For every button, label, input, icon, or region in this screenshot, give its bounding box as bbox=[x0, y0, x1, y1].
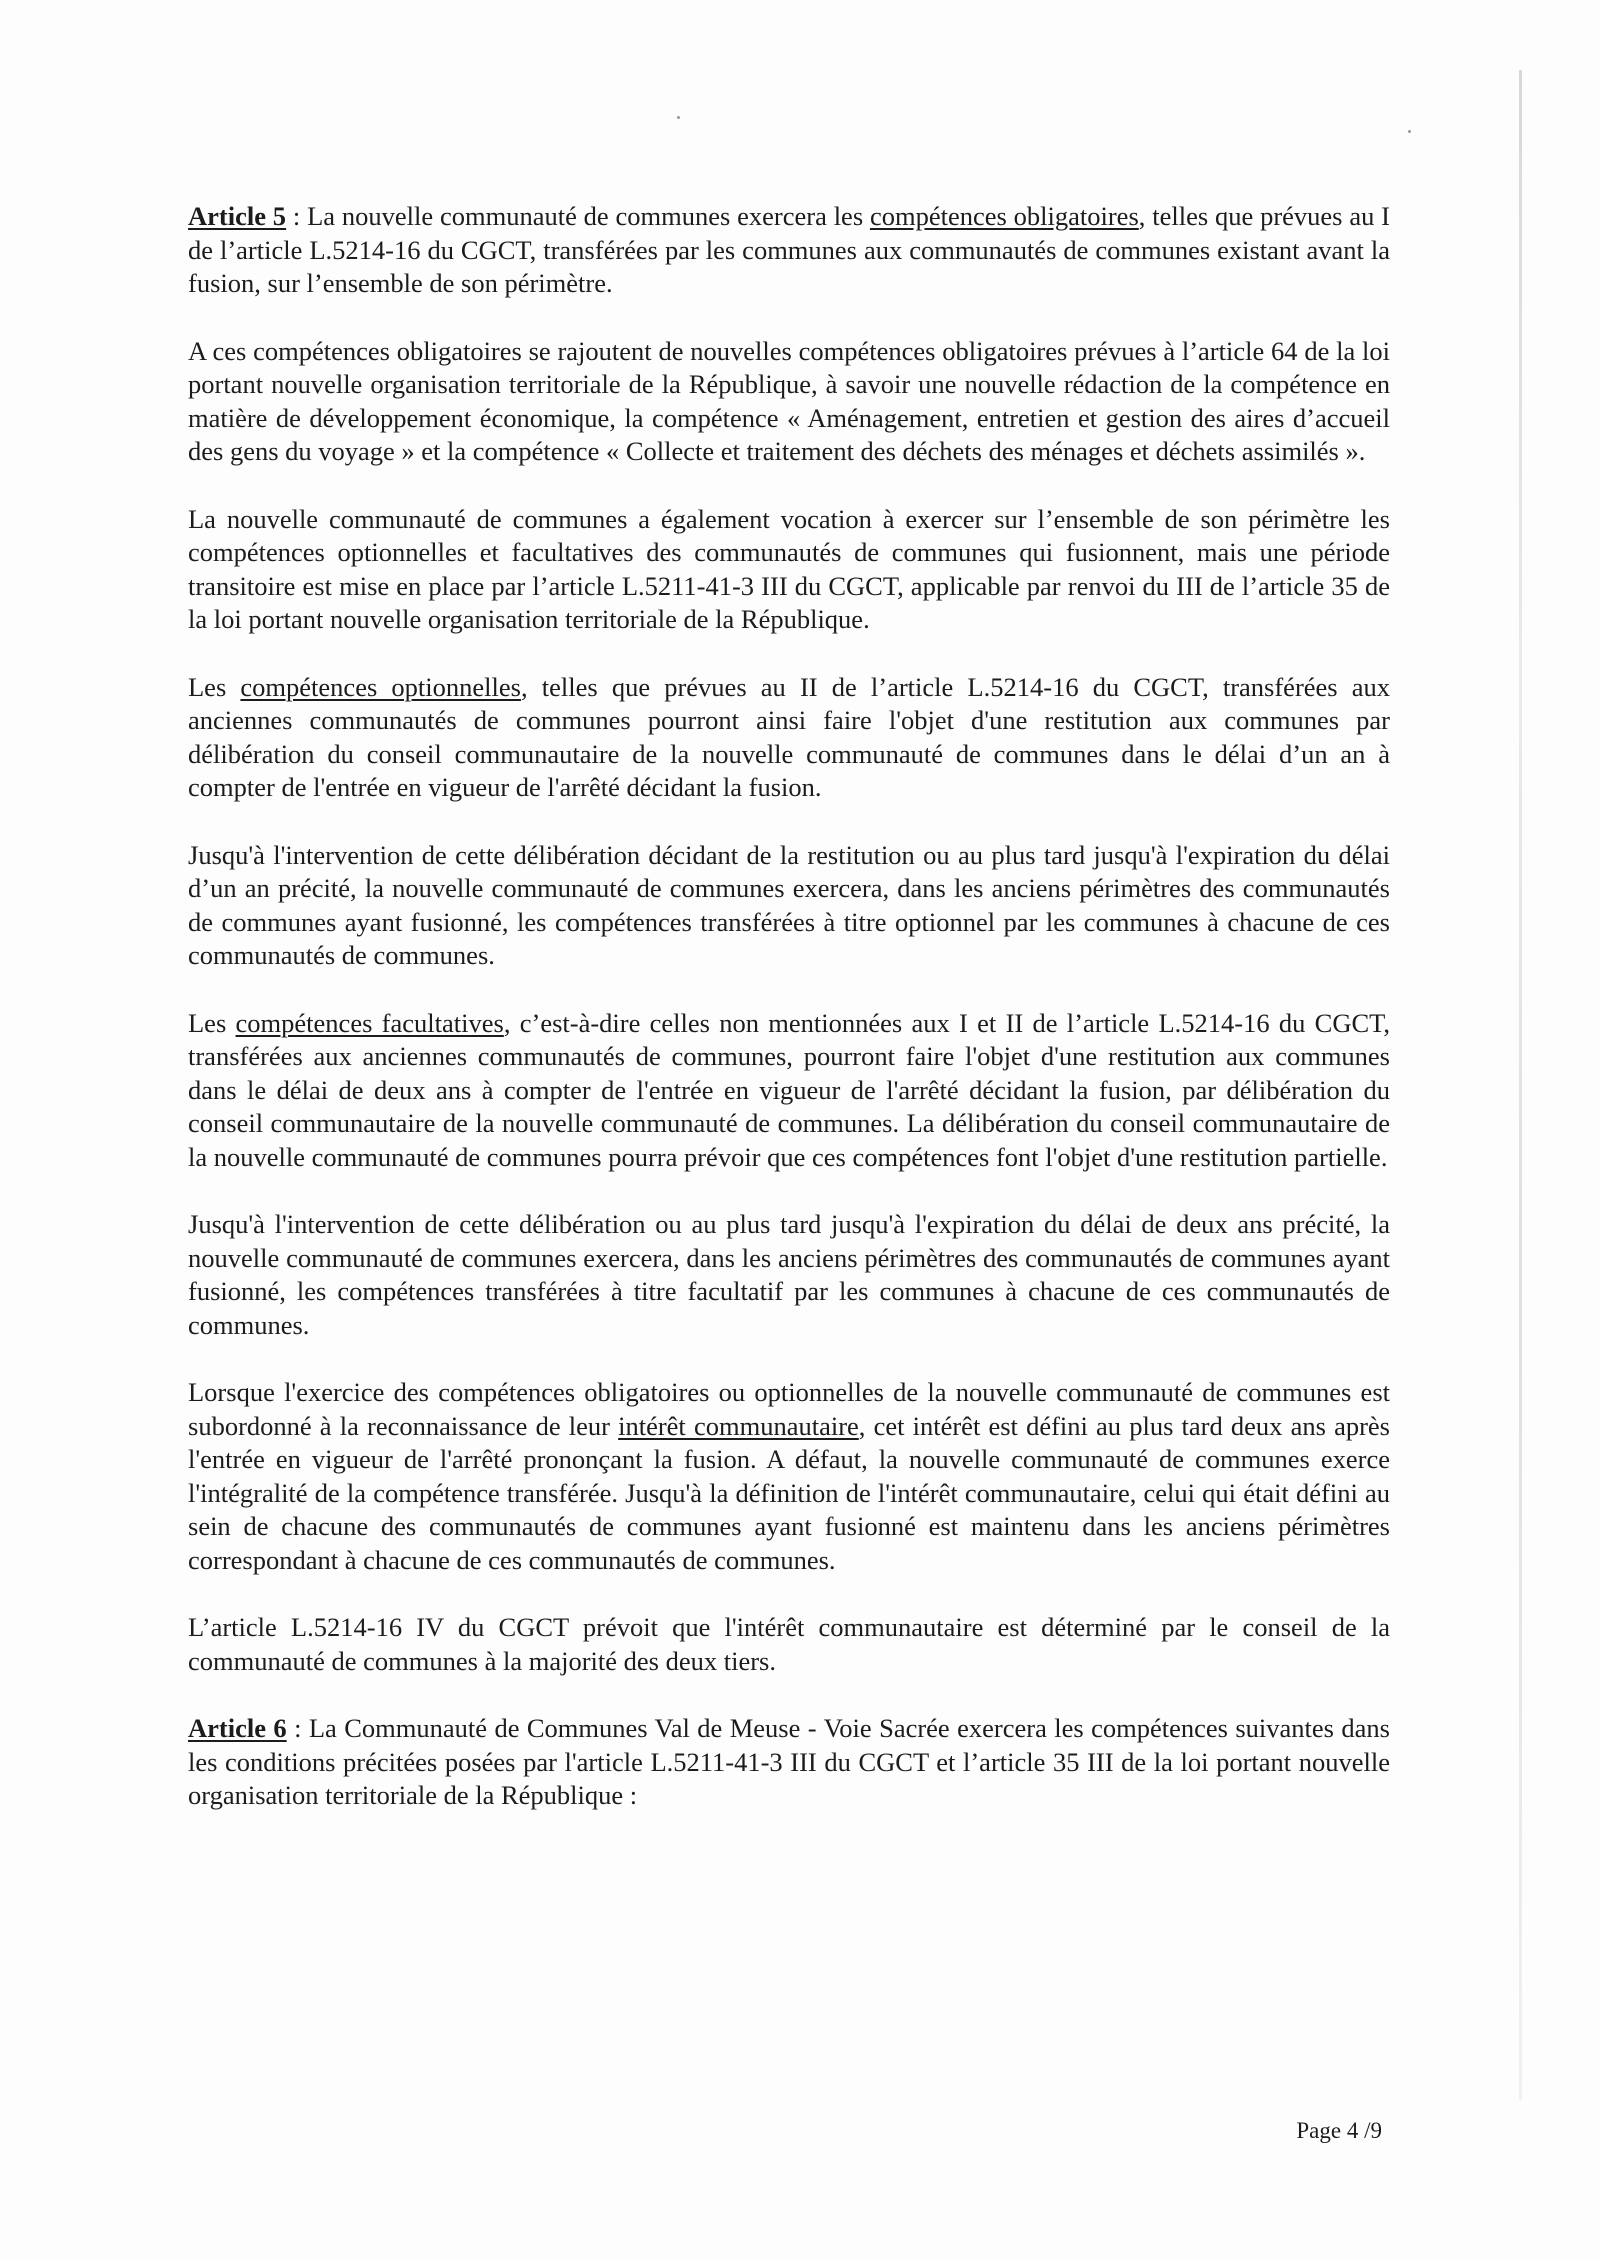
article-5-paragraph-1: Article 5 : La nouvelle communauté de communes exercera les compétences obligatoires, telles que prévues au I de l’article L.5214-16 du CGCT, transférées par les communes aux communautés de communes existant avant la fusion, sur l’ensemble de son périmètre. bbox=[188, 201, 1390, 298]
scan-artifact-dot bbox=[677, 116, 680, 119]
underlined-term: intérêt communautaire bbox=[618, 1410, 859, 1441]
article-5-paragraph-2: A ces compétences obligatoires se rajoutent de nouvelles compétences obligatoires prévues à l’article 64 de la loi portant nouvelle organisation territoriale de la République, à savoir une nouvelle rédaction de la compétence en matière de développement économique, la compétence « Aménagement, entretien et gestion des aires d’accueil des gens du voyage » et la compétence « Collecte et traitement des déchets des ménages et déchets assimilés ». bbox=[188, 335, 1390, 466]
article-5-label: Article 5 bbox=[188, 201, 287, 231]
article-5-paragraph-6: Les compétences facultatives, c’est-à-dire celles non mentionnées aux I et II de l’article L.5214-16 du CGCT, transférées aux anciennes communautés de communes, pourront faire l'objet d'une restitution aux communes dans le délai de deux ans à compter de l'entrée en vigueur de l'arrêté décidant la fusion, par délibération du conseil communautaire de la nouvelle communauté de communes. La délibération du conseil communautaire de la nouvelle communauté de communes pourra prévoir que ces compétences font l'objet d'une restitution partielle. bbox=[188, 1007, 1391, 1172]
article-5-paragraph-3: La nouvelle communauté de communes a également vocation à exercer sur l’ensemble de son périmètre les compétences optionnelles et facultatives des communautés de communes qui fusionnent, mais une période transitoire est mise en place par l’article L.5211-41-3 III du CGCT, applicable par renvoi du III de l’article 35 de la loi portant nouvelle organisation territoriale de la République. bbox=[188, 503, 1390, 634]
underlined-term: compétences facultatives bbox=[235, 1007, 504, 1038]
article-5-paragraph-5: Jusqu'à l'intervention de cette délibération décidant de la restitution ou au plus tard jusqu'à l'expiration du délai d’un an précité, la nouvelle communauté de communes exercera, dans les anciens périmètres des communautés de communes ayant fusionné, les compétences transférées à titre optionnel par les communes à chacune de ces communautés de communes. bbox=[188, 839, 1390, 970]
article-5-paragraph-7: Jusqu'à l'intervention de cette délibération ou au plus tard jusqu'à l'expiration du délai de deux ans précité, la nouvelle communauté de communes exercera, dans les anciens périmètres des communautés de communes ayant fusionné, les compétences transférées à titre facultatif par les communes à chacune de ces communautés de communes. bbox=[188, 1209, 1390, 1340]
underlined-term: compétences optionnelles bbox=[240, 671, 521, 702]
article-6-paragraph: Article 6 : La Communauté de Communes Val de Meuse - Voie Sacrée exercera les compétences suivantes dans les conditions précitées posées par l'article L.5211-41-3 III du CGCT et l’article 35 III de la loi portant nouvelle organisation territoriale de la République : bbox=[188, 1713, 1390, 1810]
underlined-term: compétences obligatoires bbox=[869, 201, 1139, 231]
scan-artifact-dot bbox=[1408, 130, 1411, 133]
article-6-label: Article 6 bbox=[188, 1713, 287, 1743]
article-5-paragraph-8: Lorsque l'exercice des compétences obligatoires ou optionnelles de la nouvelle communauté de communes est subordonné à la reconnaissance de leur intérêt communautaire, cet intérêt est défini au plus tard deux ans après l'entrée en vigueur de l'arrêté prononçant la fusion. A défaut, la nouvelle communauté de communes exerce l'intégralité de la compétence transférée. Jusqu'à la définition de l'intérêt communautaire, celui qui était défini au sein de chacune des communautés de communes ayant fusionné est maintenu dans les anciens périmètres correspondant à chacune de ces communautés de communes. bbox=[188, 1377, 1390, 1575]
article-5-paragraph-4: Les compétences optionnelles, telles que prévues au II de l’article L.5214-16 du CGCT, transférées aux anciennes communautés de communes pourront ainsi faire l'objet d'une restitution aux communes par délibération du conseil communautaire de la nouvelle communauté de communes dans le délai d’un an à compter de l'entrée en vigueur de l'arrêté décidant la fusion. bbox=[188, 671, 1391, 802]
scan-edge-line bbox=[1519, 70, 1522, 2100]
document-body bbox=[188, 200, 1390, 1847]
page-number: Page 4 /9 bbox=[1296, 2118, 1382, 2143]
article-5-paragraph-9: L’article L.5214-16 IV du CGCT prévoit que l'intérêt communautaire est déterminé par le conseil de la communauté de communes à la majorité des deux tiers. bbox=[188, 1612, 1390, 1676]
